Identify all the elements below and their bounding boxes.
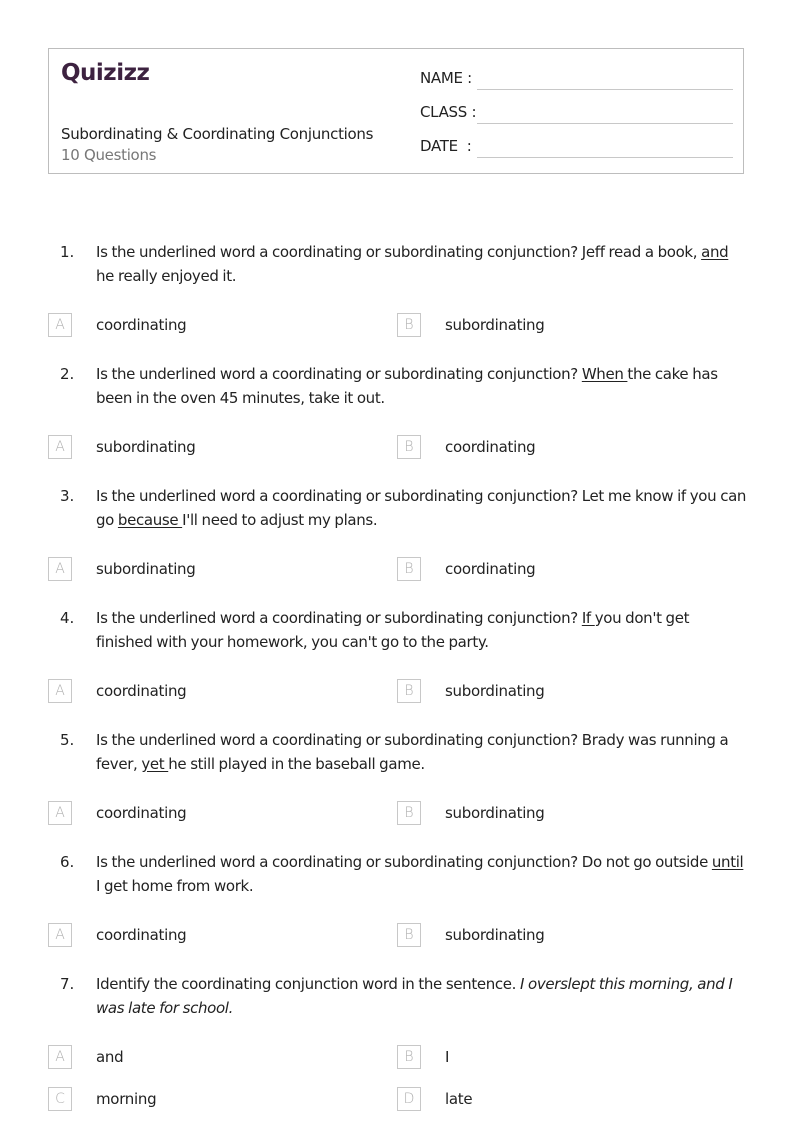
underlined-word: and: [701, 243, 729, 261]
option-text: subordinating: [96, 438, 196, 456]
option-letter-box: A: [48, 801, 72, 825]
worksheet-header: [48, 48, 744, 174]
option-text: coordinating: [96, 682, 187, 700]
student-info-fields: [420, 67, 733, 169]
option-text: coordinating: [445, 438, 536, 456]
question-number: 4.: [60, 609, 75, 627]
underlined-word: yet: [141, 755, 169, 773]
option-letter-box: B: [397, 801, 421, 825]
option-text: subordinating: [445, 804, 545, 822]
option-letter-box: A: [48, 1045, 72, 1069]
class-input-line[interactable]: [477, 123, 733, 124]
option-text: subordinating: [445, 682, 545, 700]
option-text: subordinating: [445, 926, 545, 944]
date-field: [420, 135, 733, 169]
name-label: NAME :: [420, 69, 472, 87]
question-text: Is the underlined word a coordinating or subordinating conjunction? If you don't get finished with your homework, you can't go to the party.: [96, 609, 690, 651]
option-text: and: [96, 1048, 124, 1066]
question-count: 10 Questions: [61, 146, 157, 164]
option-letter-box: A: [48, 313, 72, 337]
option-text: subordinating: [96, 560, 196, 578]
quizizz-logo: Quizizz: [61, 60, 150, 86]
option-letter-box: A: [48, 557, 72, 581]
option-letter-box: A: [48, 923, 72, 947]
question-text: Identify the coordinating conjunction word in the sentence. I overslept this morning, and I was late for school.: [96, 975, 733, 1017]
class-field: [420, 101, 733, 135]
question-text: Is the underlined word a coordinating or subordinating conjunction? Jeff read a book, and he really enjoyed it.: [96, 243, 729, 285]
name-field: [420, 67, 733, 101]
question-number: 1.: [60, 243, 75, 261]
option-letter-box: B: [397, 923, 421, 947]
question-text: Is the underlined word a coordinating or subordinating conjunction? Let me know if you can go because I'll need to adjust my plans.: [96, 487, 747, 529]
question-number: 6.: [60, 853, 75, 871]
date-input-line[interactable]: [477, 157, 733, 158]
underlined-word: because: [117, 511, 183, 529]
name-input-line[interactable]: [477, 89, 733, 90]
date-label: DATE :: [420, 137, 472, 155]
question-text: Is the underlined word a coordinating or subordinating conjunction? Brady was running a fever, yet he still played in the baseball game.: [96, 731, 729, 773]
question-number: 5.: [60, 731, 75, 749]
option-letter-box: B: [397, 435, 421, 459]
option-text: coordinating: [445, 560, 536, 578]
question-text: Is the underlined word a coordinating or subordinating conjunction? When the cake has been in the oven 45 minutes, take it out.: [96, 365, 718, 407]
question-number: 2.: [60, 365, 75, 383]
option-text: coordinating: [96, 316, 187, 334]
worksheet-title: Subordinating & Coordinating Conjunctions: [61, 125, 374, 143]
option-text: subordinating: [445, 316, 545, 334]
question-number: 3.: [60, 487, 75, 505]
option-letter-box: B: [397, 557, 421, 581]
question-number: 7.: [60, 975, 75, 993]
option-letter-box: A: [48, 435, 72, 459]
underlined-word: until: [711, 853, 744, 871]
option-letter-box: A: [48, 679, 72, 703]
option-letter-box: D: [397, 1087, 421, 1111]
option-text: morning: [96, 1090, 157, 1108]
option-text: I: [445, 1048, 450, 1066]
underlined-word: When: [581, 365, 628, 383]
option-text: late: [445, 1090, 473, 1108]
question-text: Is the underlined word a coordinating or subordinating conjunction? Do not go outside until I get home from work.: [96, 853, 744, 895]
italic-sentence: I overslept this morning, and I was late for school.: [96, 975, 733, 1017]
underlined-word: If: [581, 609, 595, 627]
option-text: coordinating: [96, 804, 187, 822]
option-letter-box: B: [397, 679, 421, 703]
option-letter-box: C: [48, 1087, 72, 1111]
option-letter-box: B: [397, 313, 421, 337]
class-label: CLASS :: [420, 103, 477, 121]
option-letter-box: B: [397, 1045, 421, 1069]
option-text: coordinating: [96, 926, 187, 944]
